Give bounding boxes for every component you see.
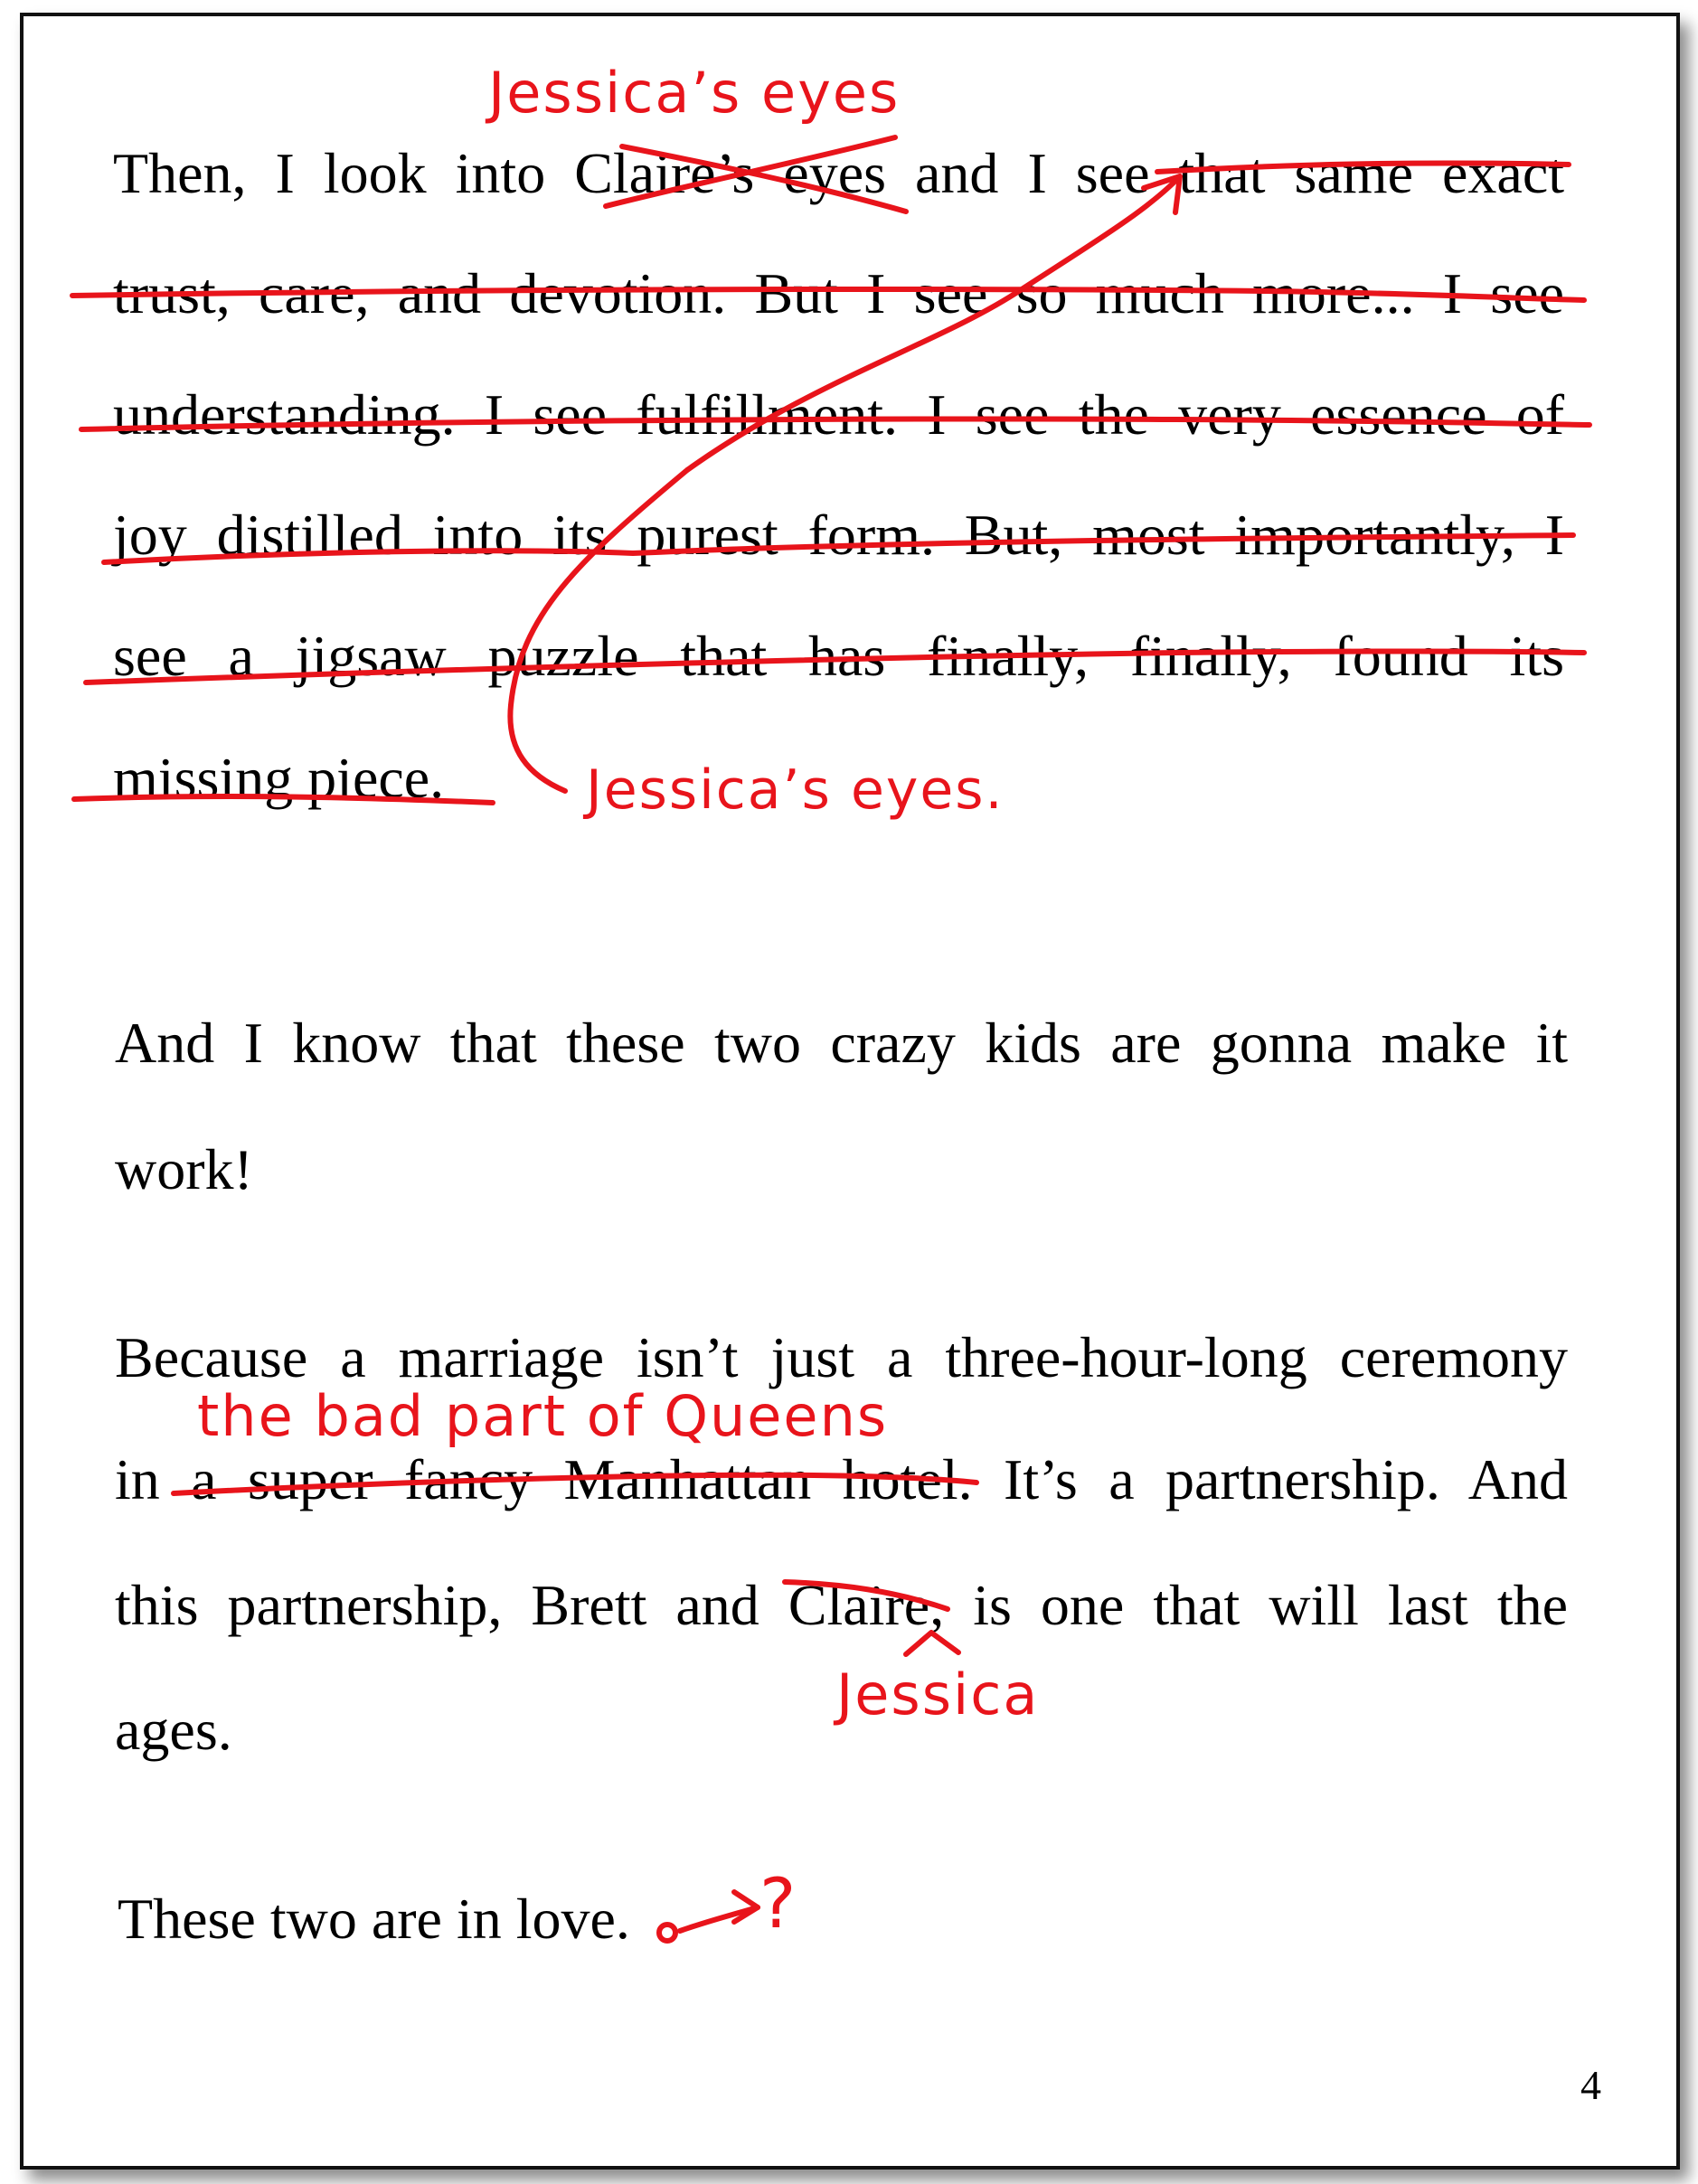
paragraph-1-line-6: missing piece. <box>113 746 445 810</box>
annotation-replace-paragraph-end: Jessica’s eyes. <box>586 758 1005 822</box>
paragraph-2-line-2: work! <box>115 1137 253 1201</box>
paragraph-1-line-5: see a jigsaw puzzle that has finally, finally, found its <box>113 624 1564 688</box>
paragraph-1-line-2: trust, care, and devotion. But I see so much more... I see <box>113 261 1564 325</box>
document-page <box>20 13 1680 2170</box>
paragraph-4-line-1: These two are in love. <box>118 1887 630 1951</box>
page-number: 4 <box>1580 2062 1601 2108</box>
annotation-replace-hotel: the bad part of Queens <box>197 1383 889 1449</box>
annotation-replace-claires-eyes: Jessica’s eyes <box>488 60 901 126</box>
paragraph-3-line-1: Because a marriage isn’t just a three-hour-long ceremony <box>115 1325 1568 1389</box>
paragraph-1-line-1: Then, I look into Claire’s eyes and I see that same exact <box>113 141 1564 205</box>
annotation-question-mark: ? <box>759 1863 798 1944</box>
paragraph-1-line-3: understanding. I see fulfillment. I see the very essence of <box>113 382 1564 447</box>
paragraph-1-line-4: joy distilled into its purest form. But, most importantly, I <box>113 503 1564 567</box>
annotation-replace-claire: Jessica <box>836 1662 1040 1727</box>
paragraph-2-line-1: And I know that these two crazy kids are gonna make it <box>115 1011 1568 1075</box>
paragraph-3-line-2: in a super fancy Manhattan hotel. It’s a partnership. And <box>115 1447 1568 1511</box>
paragraph-3-line-3: this partnership, Brett and Claire, is one that will last the <box>115 1573 1568 1637</box>
paragraph-3-line-4: ages. <box>115 1698 232 1762</box>
